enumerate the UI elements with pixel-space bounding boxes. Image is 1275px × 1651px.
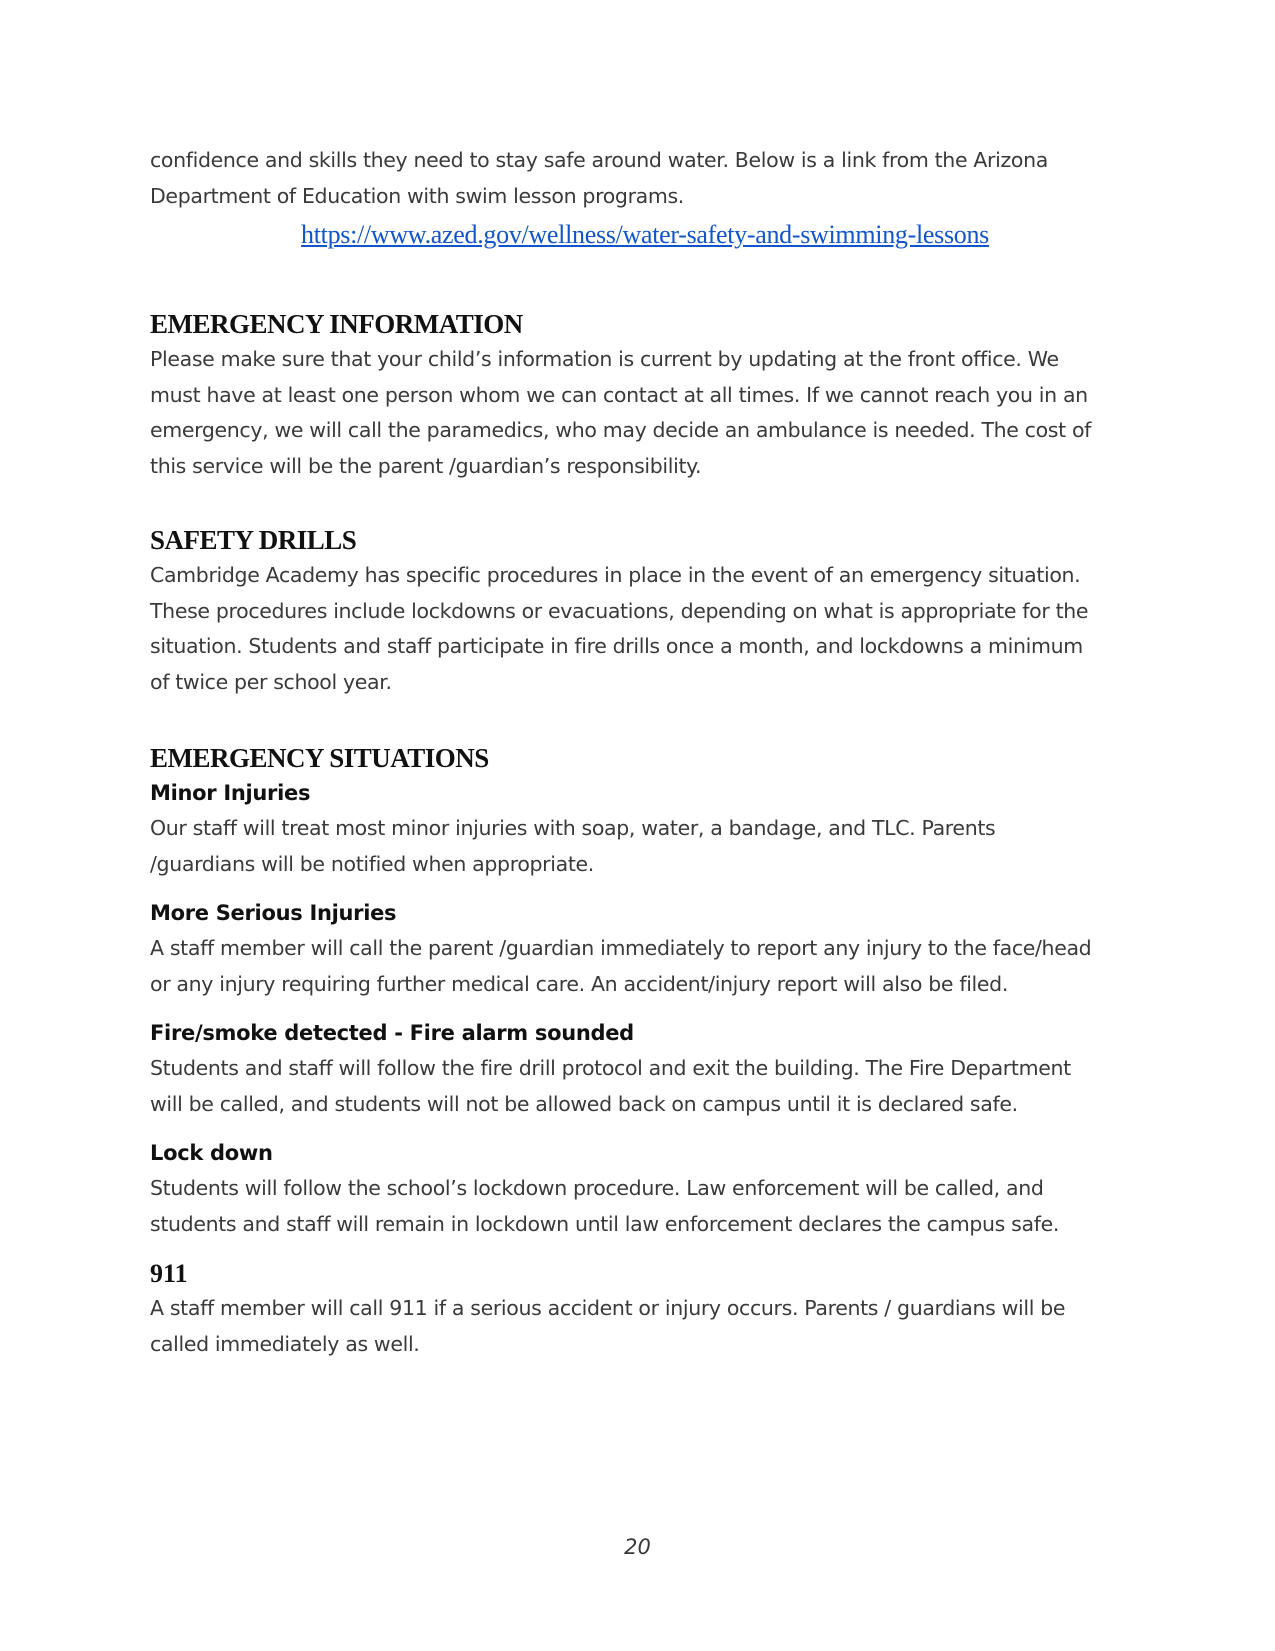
minor-injuries-paragraph (150, 811, 1140, 882)
more-serious-injuries-heading: More Serious Injuries (150, 901, 397, 925)
document-page (150, 143, 1140, 1362)
fire-alarm-paragraph (150, 1051, 1140, 1122)
more-serious-injuries-paragraph (150, 931, 1140, 1002)
paragraph-line: /guardians will be notified when appropriate. (150, 851, 594, 876)
paragraph-line: called immediately as well. (150, 1331, 420, 1356)
paragraph-line: must have at least one person whom we can contact at all times. If we cannot reach you in an (150, 382, 1088, 407)
paragraph-line: students and staff will remain in lockdown until law enforcement declares the campus safe. (150, 1211, 1060, 1236)
paragraph-line: situation. Students and staff participate in fire drills once a month, and lockdowns a minimum (150, 634, 1083, 658)
paragraph-line: A staff member will call the parent /guardian immediately to report any injury to the face/head (150, 936, 1092, 960)
paragraph-line: Please make sure that your child’s information is current by updating at the front office. We (150, 347, 1059, 371)
paragraph-line: emergency, we will call the paramedics, who may decide an ambulance is needed. The cost of (150, 418, 1092, 442)
paragraph-line: Students and staff will follow the fire drill protocol and exit the building. The Fire Department (150, 1056, 1071, 1080)
safety-drills-heading: SAFETY DRILLS (150, 525, 357, 555)
paragraph-line: Our staff will treat most minor injuries with soap, water, a bandage, and TLC. Parents (150, 816, 996, 840)
page-number: 20 (624, 1535, 651, 1559)
emergency-information-paragraph (150, 342, 1140, 484)
emergency-situations-heading: EMERGENCY SITUATIONS (150, 743, 489, 773)
intro-paragraph (150, 143, 1140, 214)
paragraph-line: Cambridge Academy has specific procedures in place in the event of an emergency situation. (150, 563, 1081, 587)
paragraph-line: this service will be the parent /guardian’s responsibility. (150, 453, 702, 478)
paragraph-line: will be called, and students will not be allowed back on campus until it is declared safe. (150, 1091, 1018, 1116)
link-container (150, 214, 1140, 261)
911-heading: 911 (150, 1259, 188, 1288)
emergency-information-heading: EMERGENCY INFORMATION (150, 309, 523, 339)
intro-line: confidence and skills they need to stay safe around water. Below is a link from the Arizona (150, 148, 1048, 172)
911-paragraph (150, 1291, 1140, 1362)
paragraph-line: of twice per school year. (150, 669, 392, 694)
lock-down-heading: Lock down (150, 1141, 273, 1165)
paragraph-line: These procedures include lockdowns or evacuations, depending on what is appropriate for the (150, 598, 1089, 623)
paragraph-line: Students will follow the school’s lockdown procedure. Law enforcement will be called, and (150, 1176, 1044, 1200)
intro-line: Department of Education with swim lesson programs. (150, 183, 684, 208)
swim-lessons-link[interactable]: https://www.azed.gov/wellness/water-safety-and-swimming-lessons (301, 220, 989, 249)
safety-drills-paragraph (150, 558, 1140, 700)
lock-down-paragraph (150, 1171, 1140, 1242)
paragraph-line: or any injury requiring further medical care. An accident/injury report will also be filed. (150, 971, 1008, 996)
minor-injuries-heading: Minor Injuries (150, 781, 311, 805)
paragraph-line: A staff member will call 911 if a serious accident or injury occurs. Parents / guardians will be (150, 1296, 1066, 1320)
fire-alarm-heading: Fire/smoke detected - Fire alarm sounded (150, 1021, 634, 1045)
